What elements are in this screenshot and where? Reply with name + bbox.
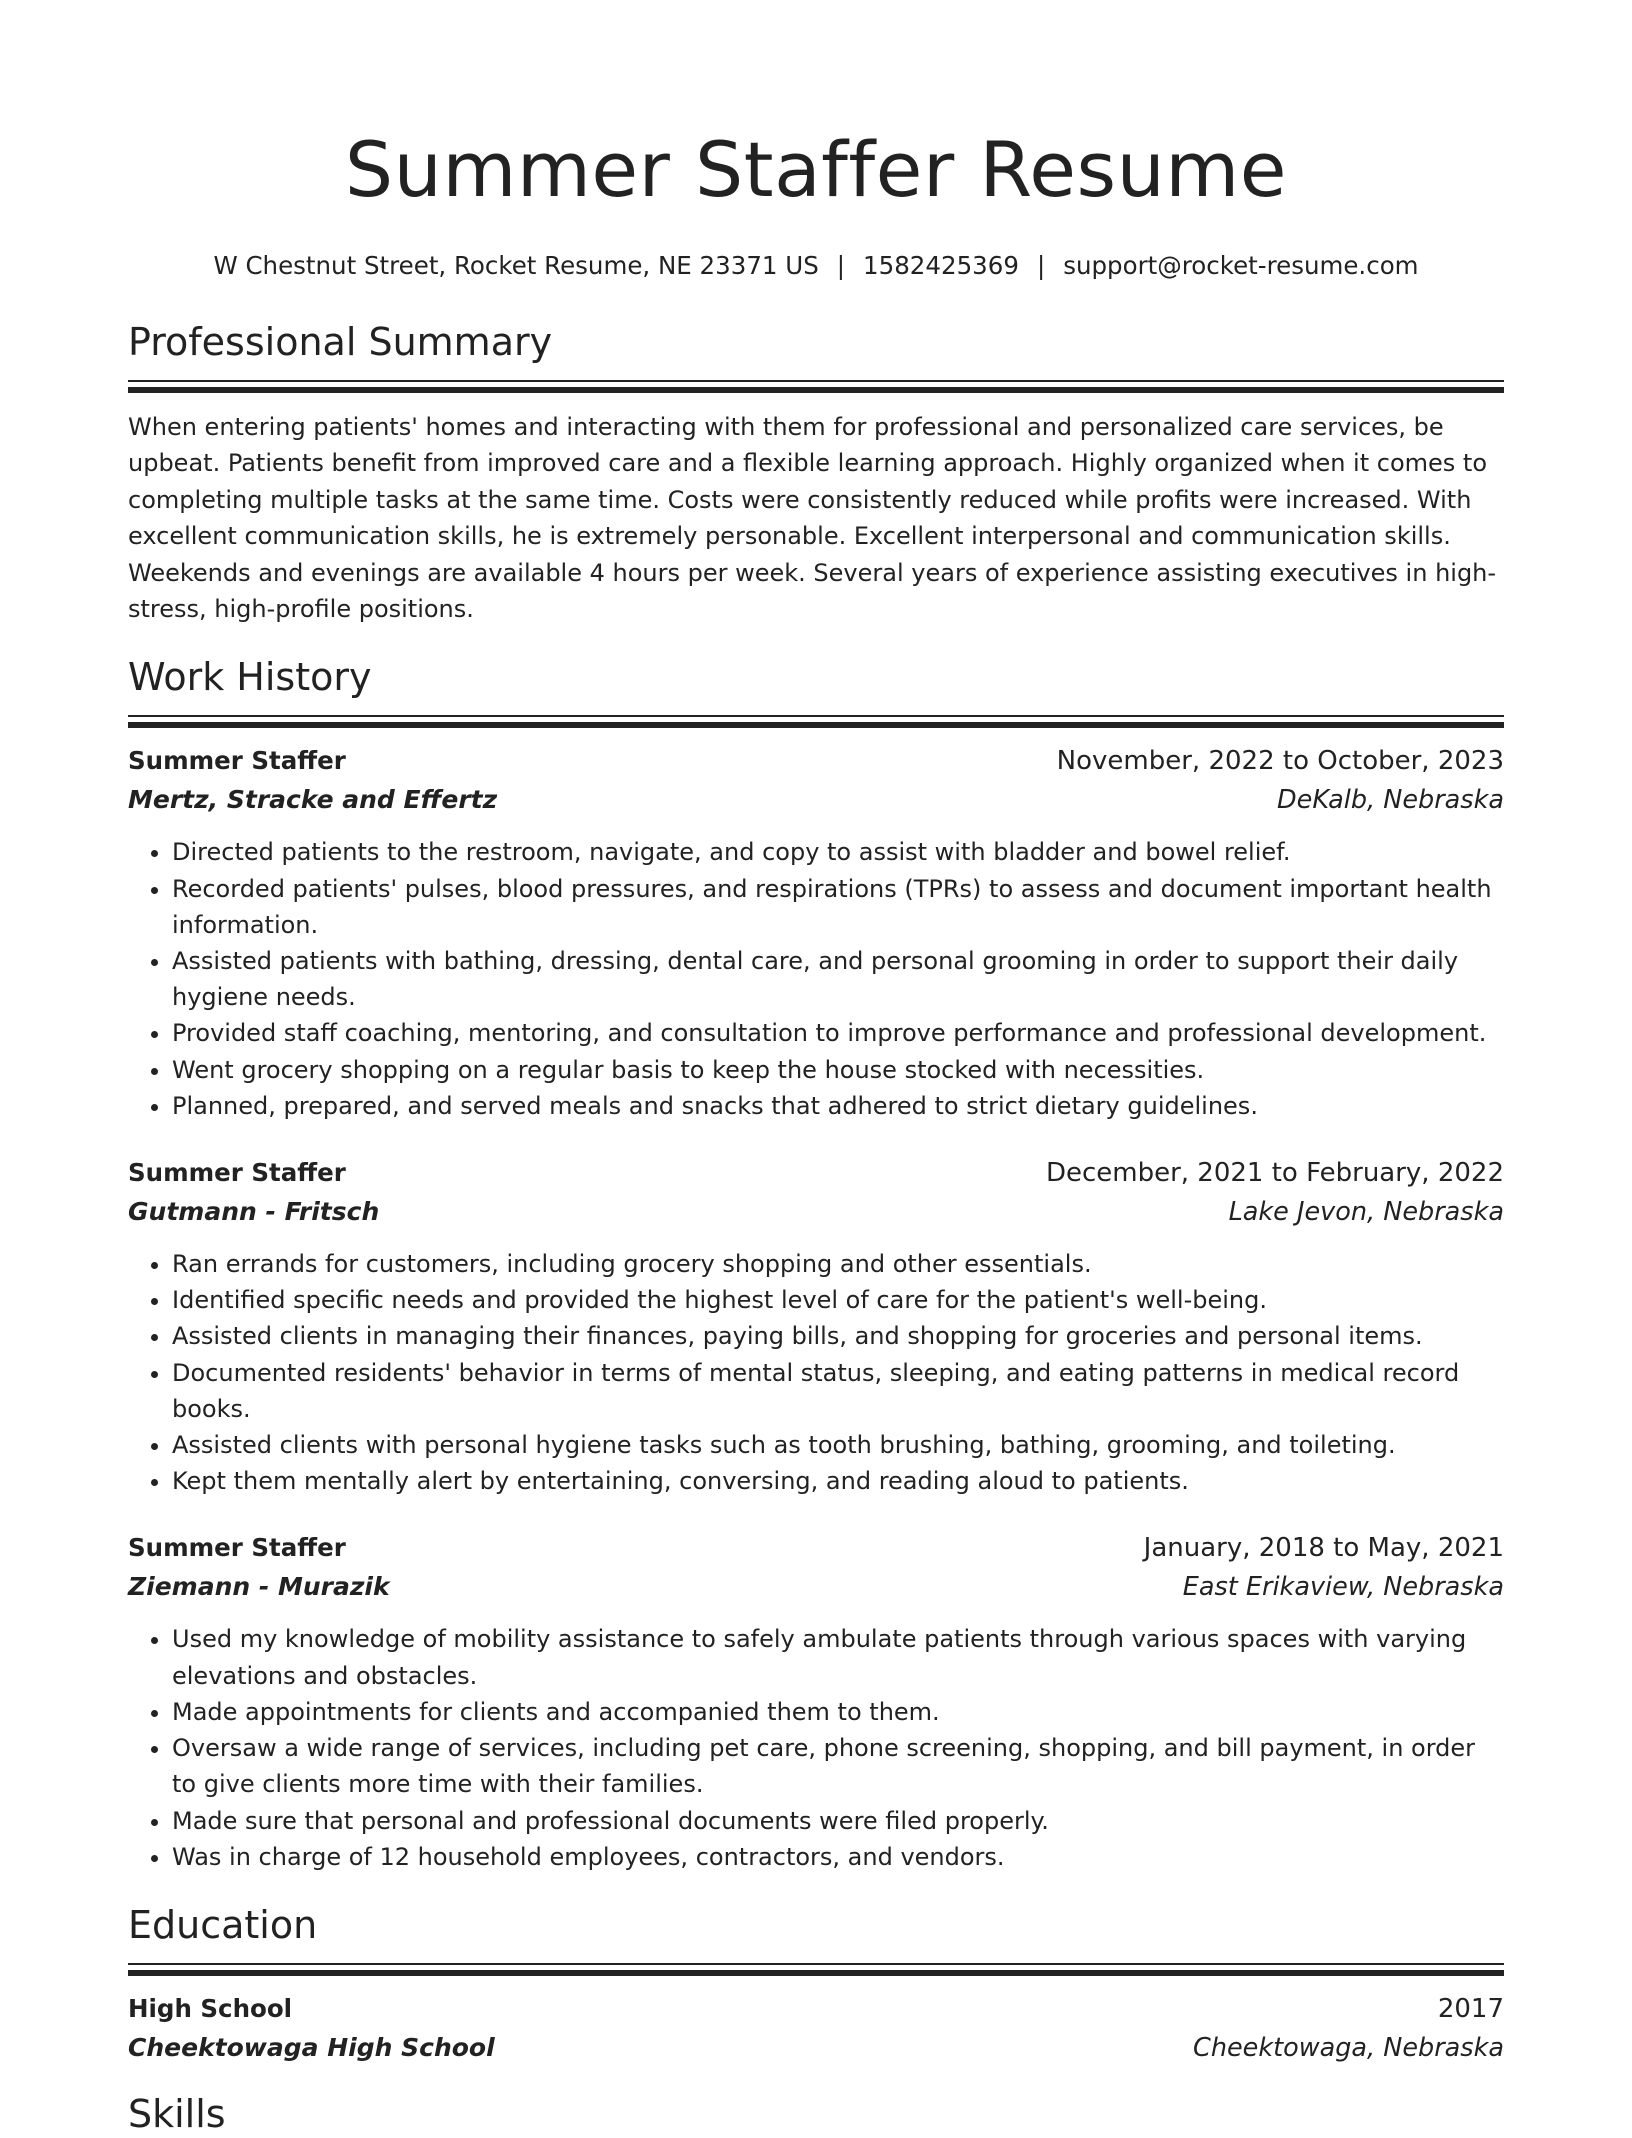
job-bullet: • Made sure that personal and professional documents were filed properly. bbox=[172, 1803, 1504, 1839]
job-bullet-list bbox=[128, 1621, 1504, 1874]
job-entry bbox=[128, 1154, 1504, 1499]
section-title-skills: Skills bbox=[128, 2091, 226, 2136]
section-divider bbox=[128, 715, 1504, 728]
job-company: Gutmann - Fritsch bbox=[128, 1197, 380, 1227]
job-company: Ziemann - Murazik bbox=[128, 1572, 390, 1602]
job-header-row bbox=[128, 1154, 1504, 1192]
job-dates: December, 2021 to February, 2022 bbox=[1045, 1158, 1504, 1189]
job-bullet: • Assisted clients with personal hygiene tasks such as tooth brushing, bathing, grooming, and toileting. bbox=[172, 1427, 1504, 1463]
education-header-row bbox=[128, 1990, 1504, 2028]
job-bullet: • Made appointments for clients and accompanied them to them. bbox=[172, 1694, 1504, 1730]
education-entry bbox=[128, 1990, 1504, 2068]
job-bullet: • Ran errands for customers, including grocery shopping and other essentials. bbox=[172, 1246, 1504, 1282]
job-bullet-list bbox=[128, 834, 1504, 1124]
education-location: Cheektowaga, Nebraska bbox=[1193, 2032, 1504, 2063]
work-history-section bbox=[128, 653, 1504, 1874]
job-bullet: • Kept them mentally alert by entertaining, conversing, and reading aloud to patients. bbox=[172, 1463, 1504, 1499]
contact-address: W Chestnut Street, Rocket Resume, NE 23371 US bbox=[213, 251, 819, 280]
job-bullet: • Documented residents' behavior in terms of mental status, sleeping, and eating patterns in medical record books. bbox=[172, 1355, 1504, 1427]
contact-email: support@rocket-resume.com bbox=[1063, 251, 1419, 280]
job-bullet-list bbox=[128, 1246, 1504, 1499]
professional-summary-section bbox=[128, 318, 1504, 627]
resume-title: Summer Staffer Resume bbox=[344, 125, 1288, 214]
contact-separator: | bbox=[836, 251, 846, 280]
job-location: East Erikaview, Nebraska bbox=[1182, 1572, 1504, 1603]
job-bullet: • Identified specific needs and provided the highest level of care for the patient's well-being. bbox=[172, 1282, 1504, 1318]
education-school: Cheektowaga High School bbox=[128, 2032, 495, 2062]
job-role: Summer Staffer bbox=[128, 1533, 346, 1563]
job-location: DeKalb, Nebraska bbox=[1277, 785, 1504, 816]
section-divider bbox=[128, 380, 1504, 393]
job-header-row bbox=[128, 1529, 1504, 1567]
contact-line bbox=[128, 250, 1504, 282]
job-bullet: • Went grocery shopping on a regular basis to keep the house stocked with necessities. bbox=[172, 1052, 1504, 1088]
job-bullet: • Provided staff coaching, mentoring, and consultation to improve performance and professional development. bbox=[172, 1015, 1504, 1051]
education-degree: High School bbox=[128, 1993, 293, 2023]
contact-separator: | bbox=[1036, 251, 1046, 280]
education-year: 2017 bbox=[1437, 1993, 1504, 2024]
section-divider bbox=[128, 1963, 1504, 1976]
job-company-row bbox=[128, 780, 1504, 820]
summary-text: When entering patients' homes and interacting with them for professional and personalized care services, be upbeat. Patients benefit from improved care and a flexible learning approach. Highly organized when it comes to completing multiple tasks at the same time. Costs were consistently reduced while profits were increased. With excellent communication skills, he is extremely personable. Excellent interpersonal and communication skills. Weekends and evenings are available 4 hours per week. Several years of experience assisting executives in high-stress, high-profile positions. bbox=[128, 413, 1497, 624]
job-company-row bbox=[128, 1192, 1504, 1232]
job-role: Summer Staffer bbox=[128, 746, 346, 776]
job-bullet: • Directed patients to the restroom, navigate, and copy to assist with bladder and bowel relief. bbox=[172, 834, 1504, 870]
job-header-row bbox=[128, 742, 1504, 780]
contact-phone: 1582425369 bbox=[863, 251, 1019, 280]
section-title-work: Work History bbox=[128, 655, 372, 700]
job-bullet: • Planned, prepared, and served meals and snacks that adhered to strict dietary guidelines. bbox=[172, 1088, 1504, 1124]
job-bullet: • Recorded patients' pulses, blood pressures, and respirations (TPRs) to assess and document important health information. bbox=[172, 871, 1504, 943]
job-bullet: • Assisted patients with bathing, dressing, dental care, and personal grooming in order to support their daily hygiene needs. bbox=[172, 943, 1504, 1015]
job-dates: January, 2018 to May, 2021 bbox=[1143, 1533, 1504, 1564]
job-bullet: • Was in charge of 12 household employees, contractors, and vendors. bbox=[172, 1839, 1504, 1875]
job-location: Lake Jevon, Nebraska bbox=[1228, 1197, 1504, 1228]
job-company-row bbox=[128, 1567, 1504, 1607]
section-title-education: Education bbox=[128, 1902, 318, 1947]
job-bullet: • Assisted clients in managing their finances, paying bills, and shopping for groceries and personal items. bbox=[172, 1318, 1504, 1354]
education-school-row bbox=[128, 2028, 1504, 2068]
job-entry bbox=[128, 1529, 1504, 1874]
job-company: Mertz, Stracke and Effertz bbox=[128, 785, 498, 815]
education-section bbox=[128, 1901, 1504, 2068]
section-title-summary: Professional Summary bbox=[128, 320, 553, 364]
job-bullet: • Oversaw a wide range of services, including pet care, phone screening, shopping, and bill payment, in order to give clients more time with their families. bbox=[172, 1730, 1504, 1802]
job-dates: November, 2022 to October, 2023 bbox=[1056, 746, 1504, 777]
job-entry bbox=[128, 742, 1504, 1124]
job-bullet: • Used my knowledge of mobility assistance to safely ambulate patients through various spaces with varying elevations and obstacles. bbox=[172, 1621, 1504, 1693]
job-role: Summer Staffer bbox=[128, 1158, 346, 1188]
